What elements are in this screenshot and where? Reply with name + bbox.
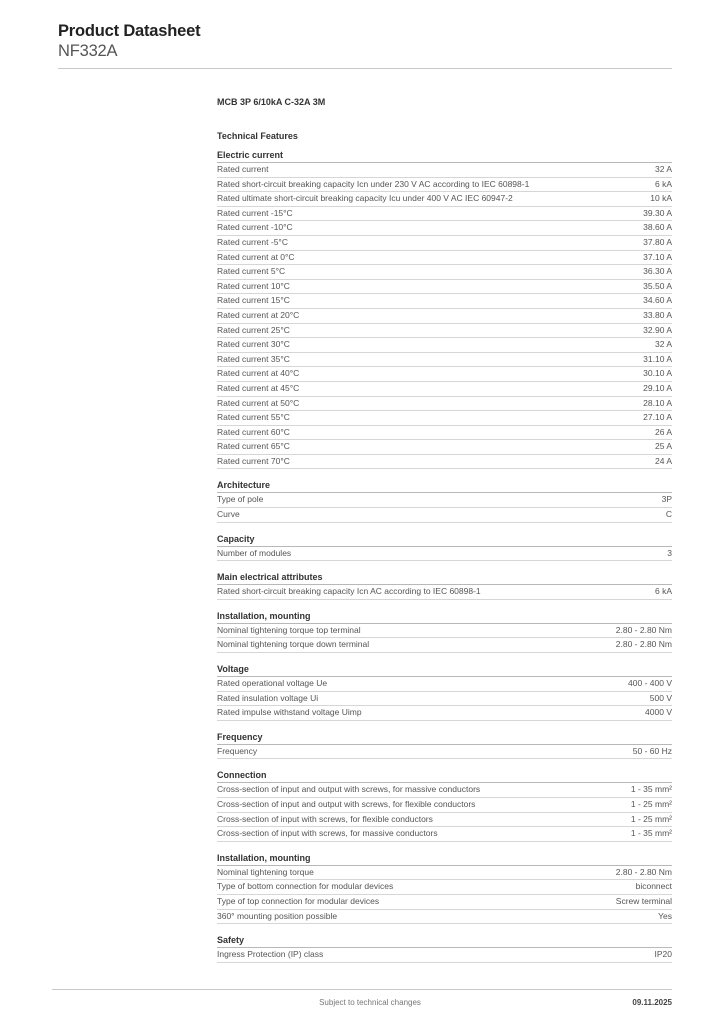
datasheet-content bbox=[217, 96, 672, 973]
header-divider bbox=[58, 68, 672, 69]
spec-label: Type of pole bbox=[217, 494, 264, 505]
spec-row bbox=[217, 324, 672, 339]
spec-value: 39.30 A bbox=[643, 207, 672, 218]
spec-row bbox=[217, 192, 672, 207]
spec-value: 1 - 35 mm² bbox=[630, 784, 672, 795]
spec-label: Rated current 60°C bbox=[217, 426, 290, 437]
spec-row bbox=[217, 866, 672, 881]
spec-section bbox=[217, 934, 672, 963]
spec-row bbox=[217, 426, 672, 441]
section-title: Frequency bbox=[217, 731, 672, 745]
spec-value: 3 bbox=[667, 547, 672, 558]
spec-label: Rated current 25°C bbox=[217, 324, 290, 335]
spec-section bbox=[217, 479, 672, 522]
spec-label: Rated current -15°C bbox=[217, 207, 293, 218]
spec-row bbox=[217, 910, 672, 925]
spec-label: Rated short-circuit breaking capacity Icn under 230 V AC according to IEC 60898-1 bbox=[217, 178, 530, 189]
spec-row bbox=[217, 813, 672, 828]
spec-label: Cross-section of input and output with screws, for massive conductors bbox=[217, 784, 481, 795]
section-title: Safety bbox=[217, 934, 672, 948]
spec-row bbox=[217, 265, 672, 280]
spec-value: 36.30 A bbox=[643, 266, 672, 277]
document-header bbox=[58, 21, 200, 61]
spec-label: Nominal tightening torque down terminal bbox=[217, 639, 370, 650]
spec-row bbox=[217, 280, 672, 295]
section-title: Voltage bbox=[217, 663, 672, 677]
spec-label: Rated current 65°C bbox=[217, 441, 290, 452]
spec-row bbox=[217, 397, 672, 412]
spec-row bbox=[217, 455, 672, 470]
spec-value: 10 kA bbox=[650, 193, 672, 204]
spec-label: Frequency bbox=[217, 745, 258, 756]
spec-row bbox=[217, 585, 672, 600]
spec-value: biconnect bbox=[635, 881, 672, 892]
spec-label: Rated operational voltage Ue bbox=[217, 678, 328, 689]
spec-row bbox=[217, 508, 672, 523]
spec-row bbox=[217, 493, 672, 508]
spec-label: Cross-section of input with screws, for massive conductors bbox=[217, 828, 438, 839]
footer-note: Subject to technical changes bbox=[319, 998, 421, 1007]
spec-value: 37.10 A bbox=[643, 251, 672, 262]
spec-label: Rated impulse withstand voltage Uimp bbox=[217, 707, 362, 718]
spec-label: Rated current 35°C bbox=[217, 353, 290, 364]
footer-divider bbox=[52, 989, 672, 990]
spec-value: 2.80 - 2.80 Nm bbox=[615, 639, 672, 650]
spec-value: 27.10 A bbox=[643, 412, 672, 423]
spec-sections bbox=[217, 149, 672, 963]
spec-label: Rated current at 45°C bbox=[217, 382, 300, 393]
spec-row bbox=[217, 178, 672, 193]
spec-value: 1 - 35 mm² bbox=[630, 828, 672, 839]
spec-row bbox=[217, 440, 672, 455]
spec-value: C bbox=[665, 509, 672, 520]
spec-label: Curve bbox=[217, 509, 240, 520]
spec-row bbox=[217, 624, 672, 639]
spec-row bbox=[217, 827, 672, 842]
spec-value: IP20 bbox=[654, 949, 672, 960]
spec-row bbox=[217, 547, 672, 562]
spec-value: 29.10 A bbox=[643, 382, 672, 393]
spec-row bbox=[217, 798, 672, 813]
spec-value: 400 - 400 V bbox=[628, 678, 672, 689]
spec-label: Rated current bbox=[217, 164, 269, 174]
spec-section bbox=[217, 149, 672, 469]
spec-value: 38.60 A bbox=[643, 222, 672, 233]
section-title: Electric current bbox=[217, 149, 672, 163]
section-title: Installation, mounting bbox=[217, 852, 672, 866]
spec-label: Type of bottom connection for modular devices bbox=[217, 881, 394, 892]
spec-label: Rated current at 50°C bbox=[217, 397, 300, 408]
spec-label: Rated insulation voltage Ui bbox=[217, 692, 319, 703]
spec-row bbox=[217, 163, 672, 178]
spec-value: 37.80 A bbox=[643, 236, 672, 247]
technical-features-heading: Technical Features bbox=[217, 131, 298, 141]
spec-row bbox=[217, 236, 672, 251]
spec-row bbox=[217, 677, 672, 692]
spec-value: 2.80 - 2.80 Nm bbox=[615, 866, 672, 877]
spec-label: Rated current 30°C bbox=[217, 339, 290, 350]
spec-row bbox=[217, 706, 672, 721]
section-title: Installation, mounting bbox=[217, 610, 672, 624]
spec-label: Nominal tightening torque top terminal bbox=[217, 624, 361, 635]
spec-value: 33.80 A bbox=[643, 309, 672, 320]
spec-row bbox=[217, 207, 672, 222]
spec-section bbox=[217, 852, 672, 924]
spec-label: Rated current at 0°C bbox=[217, 251, 295, 262]
spec-label: Rated current -5°C bbox=[217, 236, 288, 247]
spec-label: Rated ultimate short-circuit breaking capacity Icu under 400 V AC IEC 60947-2 bbox=[217, 193, 513, 204]
spec-label: Number of modules bbox=[217, 547, 292, 558]
spec-value: 30.10 A bbox=[643, 368, 672, 379]
spec-value: Screw terminal bbox=[615, 895, 672, 906]
spec-value: 32 A bbox=[654, 164, 672, 174]
spec-value: Yes bbox=[658, 910, 672, 921]
spec-value: 34.60 A bbox=[643, 295, 672, 306]
spec-row bbox=[217, 692, 672, 707]
spec-value: 35.50 A bbox=[643, 280, 672, 291]
spec-row bbox=[217, 745, 672, 760]
spec-value: 31.10 A bbox=[643, 353, 672, 364]
spec-value: 50 - 60 Hz bbox=[632, 745, 672, 756]
spec-value: 3P bbox=[661, 494, 672, 505]
spec-row bbox=[217, 895, 672, 910]
spec-value: 1 - 25 mm² bbox=[630, 799, 672, 809]
spec-row bbox=[217, 353, 672, 368]
spec-value: 1 - 25 mm² bbox=[630, 813, 672, 824]
spec-value: 2.80 - 2.80 Nm bbox=[615, 624, 672, 635]
spec-row bbox=[217, 221, 672, 236]
spec-label: Rated current at 40°C bbox=[217, 368, 300, 379]
product-name: MCB 3P 6/10kA C-32A 3M bbox=[217, 97, 326, 107]
spec-section bbox=[217, 663, 672, 721]
spec-label: Nominal tightening torque bbox=[217, 866, 314, 877]
spec-section bbox=[217, 610, 672, 653]
spec-section bbox=[217, 571, 672, 600]
spec-section bbox=[217, 731, 672, 760]
spec-row bbox=[217, 411, 672, 426]
spec-row bbox=[217, 309, 672, 324]
spec-value: 32.90 A bbox=[643, 324, 672, 335]
spec-label: Type of top connection for modular devices bbox=[217, 895, 380, 906]
spec-value: 6 kA bbox=[654, 586, 672, 597]
spec-row bbox=[217, 338, 672, 353]
spec-label: Rated current 55°C bbox=[217, 412, 290, 423]
spec-row bbox=[217, 294, 672, 309]
spec-value: 24 A bbox=[654, 455, 672, 466]
spec-row bbox=[217, 783, 672, 798]
section-title: Architecture bbox=[217, 479, 672, 493]
spec-value: 28.10 A bbox=[643, 397, 672, 408]
spec-row bbox=[217, 251, 672, 266]
document-title: Product Datasheet bbox=[58, 22, 201, 40]
spec-row bbox=[217, 382, 672, 397]
spec-value: 500 V bbox=[649, 692, 672, 703]
spec-label: Cross-section of input and output with screws, for flexible conductors bbox=[217, 799, 476, 809]
spec-section bbox=[217, 769, 672, 841]
spec-label: Rated current 70°C bbox=[217, 455, 290, 466]
spec-label: Cross-section of input with screws, for flexible conductors bbox=[217, 813, 433, 824]
spec-row bbox=[217, 948, 672, 963]
spec-label: Rated current at 20°C bbox=[217, 309, 300, 320]
spec-label: Ingress Protection (IP) class bbox=[217, 949, 324, 960]
section-title: Main electrical attributes bbox=[217, 571, 672, 585]
spec-label: Rated current 5°C bbox=[217, 266, 286, 277]
spec-label: Rated short-circuit breaking capacity Icn AC according to IEC 60898-1 bbox=[217, 586, 481, 597]
spec-row bbox=[217, 367, 672, 382]
spec-value: 25 A bbox=[654, 441, 672, 452]
spec-value: 6 kA bbox=[654, 178, 672, 189]
section-title: Capacity bbox=[217, 533, 672, 547]
spec-value: 4000 V bbox=[645, 707, 672, 718]
spec-label: 360° mounting position possible bbox=[217, 910, 338, 921]
spec-label: Rated current -10°C bbox=[217, 222, 293, 233]
spec-value: 26 A bbox=[654, 426, 672, 437]
spec-label: Rated current 15°C bbox=[217, 295, 290, 306]
product-code: NF332A bbox=[58, 42, 118, 60]
section-title: Connection bbox=[217, 769, 672, 783]
spec-section bbox=[217, 533, 672, 562]
spec-row bbox=[217, 880, 672, 895]
spec-value: 32 A bbox=[654, 339, 672, 350]
spec-label: Rated current 10°C bbox=[217, 280, 290, 291]
spec-row bbox=[217, 638, 672, 653]
footer-date: 09.11.2025 bbox=[632, 998, 672, 1007]
